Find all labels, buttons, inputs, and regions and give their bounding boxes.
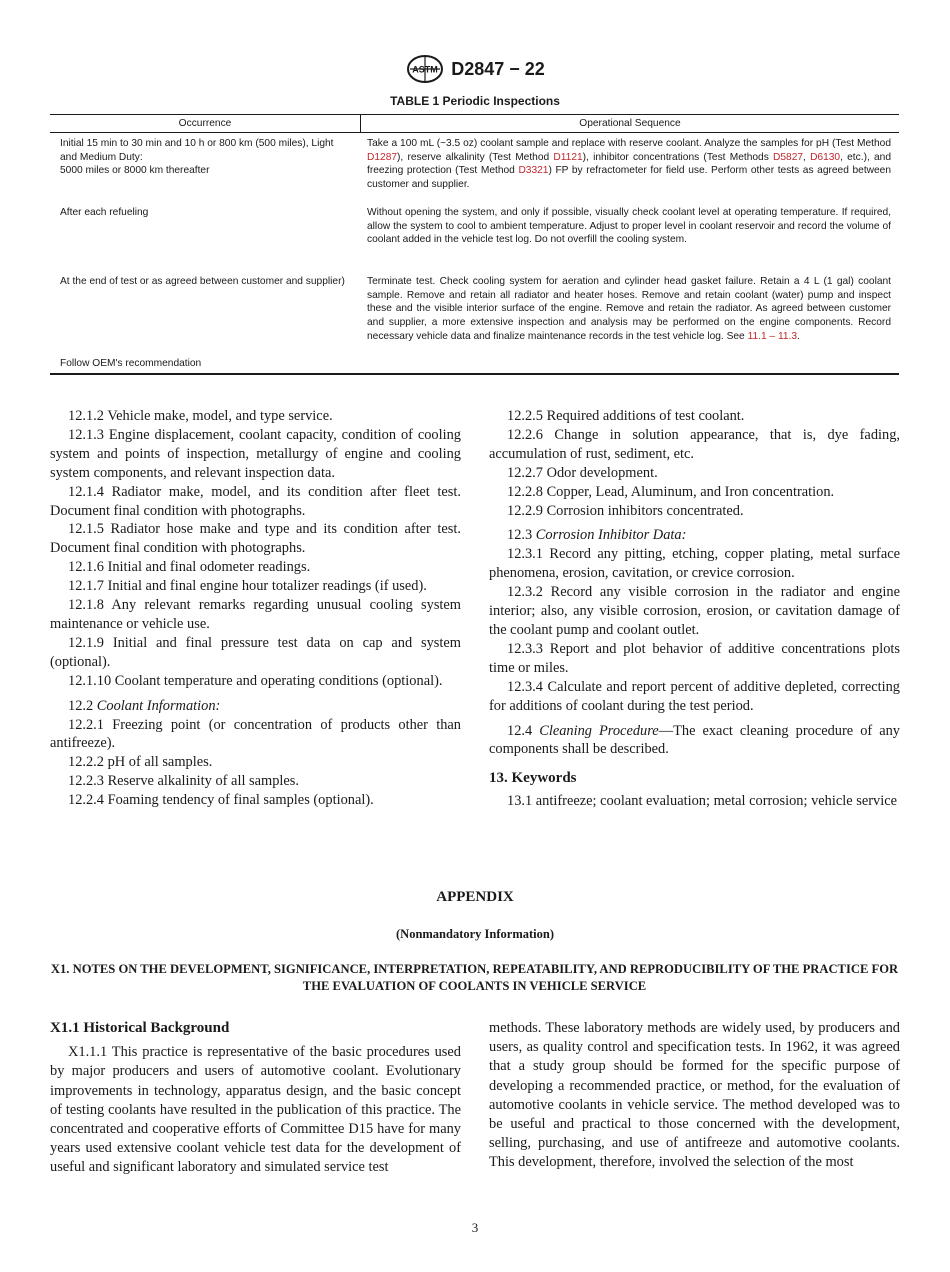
occurrence-cell: Follow OEM's recommendation — [60, 358, 202, 369]
occurrence-cell: Initial 15 min to 30 min and 10 h or 800 km (500 miles), Light and Medium Duty: 5000 miles or 8000 km thereafter — [60, 138, 334, 177]
paragraph-text: 12.2.8 Copper, Lead, Aluminum, and Iron concentration. — [507, 483, 835, 500]
paragraph — [489, 526, 900, 545]
x1-1-1-continued-paragraph: methods. These laboratory methods are widely used, by producers and users, as quality control and specification tests. In 1962, it was agreed that a study group should be formed for the specific purpose of developing a recommended practice, or method, for the evaluation of automotive coolants in vehicle service. The method developed was to be useful and practical to those concerned with the development, selling, purchasing, and use of antifreeze and automotive coolants. This development, therefore, involved the selection of the most — [489, 1020, 900, 1171]
paragraph — [50, 672, 461, 691]
test-method-reference-link[interactable]: D1121 — [553, 151, 583, 163]
paragraph-text: 12.1.4 Radiator make, model, and its condition after fleet test. Document final condition with photographs. — [50, 483, 461, 519]
appendix-right-column — [489, 1019, 900, 1173]
periodic-inspections-table — [50, 114, 899, 375]
paragraph — [489, 678, 900, 716]
table-title: TABLE 1 Periodic Inspections — [390, 94, 560, 108]
paragraph — [489, 426, 900, 464]
paragraph-text: 12.1.3 Engine displacement, coolant capacity, condition of cooling system and points of inspection, metallurgy of engine and cooling system components, and relevant inspection data. — [50, 426, 461, 481]
paragraph-text: 12.1.8 Any relevant remarks regarding unusual cooling system maintenance or vehicle use. — [50, 597, 461, 632]
x1-1-1-paragraph: X1.1.1 This practice is representative of the basic procedures used by major producers and users of automotive coolant. Evolutionary improvements in technology, apparatus design, and the basic concept of testing coolants have resulted in the publication of this practice. The concentrated and cooperative efforts of Committee D15 have for many years used extensive coolant vehicle test data for the development of useful and significant laboratory and simulated service test — [50, 1044, 461, 1176]
operation-text: , etc.), and freezing protection (Test Method — [367, 151, 891, 177]
operations-cell — [367, 275, 891, 344]
paragraph — [489, 640, 900, 678]
paragraph-text: 12.2.4 Foaming tendency of final samples (optional). — [68, 792, 374, 809]
logo-letters: ASTM — [412, 64, 438, 75]
operation-text: Take a 100 mL (~3.5 oz) coolant sample and replace with reserve coolant. Analyze the samples for pH (Test Method — [367, 138, 891, 149]
paragraph-text: 12.2.9 Corrosion inhibitors concentrated. — [507, 502, 744, 519]
paragraph-text: 12.1.6 Initial and final odometer readings. — [68, 559, 311, 576]
test-method-reference-link[interactable]: D5827 — [773, 151, 804, 163]
paragraph — [489, 545, 900, 583]
paragraph-text: 12.2.3 Reserve alkalinity of all samples. — [68, 773, 299, 790]
paragraph-text: —The exact cleaning procedure of any components shall be described. — [489, 722, 900, 758]
paragraph-text: 12.3.3 Report and plot behavior of additive concentrations plots time or miles. — [489, 640, 900, 676]
operation-text: , — [803, 151, 811, 163]
section-title: Coolant Information: — [96, 697, 221, 714]
paragraph — [50, 791, 461, 810]
operation-text: ), inhibitor concentrations (Test Methods — [582, 151, 773, 163]
section-heading: 13. Keywords — [489, 770, 577, 787]
paragraph — [50, 520, 461, 558]
x1-section-title: X1. NOTES ON THE DEVELOPMENT, SIGNIFICANCE, INTERPRETATION, REPEATABILITY, AND REPRODUCIBILITY OF THE PRACTICE FOR THE EVALUATION OF COOLANTS IN VEHICLE SERVICE — [50, 962, 899, 993]
document-header — [0, 52, 950, 86]
section-title: Cleaning Procedure — [539, 722, 659, 739]
paragraph — [50, 596, 461, 634]
left-text-column — [50, 407, 461, 810]
paragraph-text: 12.1.7 Initial and final engine hour totalizer readings (if used). — [68, 578, 427, 595]
paragraph-text: 12.2.5 Required additions of test coolant. — [507, 408, 745, 424]
section-number: 12.2 — [68, 697, 94, 714]
paragraph-text: 12.3.2 Record any visible corrosion in the radiator and engine interior; also, any visible corrosion, erosion, or cavitation damage of the coolant pump and coolant outlet. — [489, 584, 900, 638]
paragraph-text: 12.3.4 Calculate and report percent of additive depleted, correcting for additions of coolant during the test period. — [489, 678, 900, 714]
section-number: 12.3 — [507, 527, 533, 544]
paragraph — [489, 464, 900, 483]
paragraph-text: 12.2.1 Freezing point (or concentration of products other than antifreeze). — [50, 716, 461, 752]
operation-text: Without opening the system, and only if possible, visually check coolant level at operating temperature. If required, allow the system to cool to ambient temperature. Adjust to proper level in coolant reservoir and record the volume of coolant added in the vehicle test log. Do not overfill the cooling system. — [367, 207, 891, 246]
operation-text: ) FP by refractometer for field use. Perform other tests as agreed between customer and supplier. — [367, 165, 892, 191]
paragraph-text: 12.1.5 Radiator hose make and type and its condition after test. Document final condition with photographs. — [50, 521, 461, 557]
appendix-title: APPENDIX — [436, 889, 514, 905]
paragraph-text: 12.3.1 Record any pitting, etching, copper plating, metal surface phenomena, erosion, cavitation, or crevice corrosion. — [489, 546, 900, 582]
paragraph-text: 12.1.2 Vehicle make, model, and type service. — [68, 408, 333, 424]
operation-text: . — [797, 330, 800, 342]
paragraph — [489, 792, 900, 811]
appendix-left-column — [50, 1019, 461, 1178]
x1-1-heading: X1.1 Historical Background — [50, 1020, 230, 1036]
paragraph — [50, 426, 461, 483]
paragraph-text: 12.2.6 Change in solution appearance, that is, dye fading, accumulation of rust, sediment, etc. — [489, 426, 900, 462]
section-number: 12.4 — [507, 722, 533, 739]
astm-logo-icon — [405, 54, 445, 84]
column-header-occurrence: Occurrence — [50, 115, 361, 132]
test-method-reference-link[interactable]: D6130 — [810, 151, 841, 163]
paragraph — [50, 772, 461, 791]
paragraph — [489, 583, 900, 640]
table-header-row — [50, 115, 899, 133]
paragraph — [489, 483, 900, 502]
operations-cell — [367, 206, 891, 247]
operation-text: Terminate test. Check cooling system for aeration and cylinder head gasket failure. Retain a 4 L (1 gal) coolant sample. Remove and retain all radiator and heater hoses. Remove and retain coolant (water) pump and inspect these and the visible interior surface of the engine. Remove and retain the radiator. As agreed between customer and supplier, a more extensive inspection and analysis may be performed on the engine components. Record necessary vehicle data and finalize maintenance records in the test vehicle log. See — [367, 276, 891, 342]
paragraph — [489, 502, 900, 521]
paragraph — [489, 407, 900, 426]
paragraph-text: 12.1.9 Initial and final pressure test data on cap and system (optional). — [50, 634, 461, 670]
document-id: D2847 − 22 — [451, 58, 545, 79]
paragraph — [50, 634, 461, 672]
operation-text: ), reserve alkalinity (Test Method — [397, 151, 554, 163]
paragraph — [50, 753, 461, 772]
paragraph-text: 12.2.7 Odor development. — [507, 464, 658, 481]
occurrence-cell: After each refueling — [60, 207, 149, 218]
paragraph — [50, 558, 461, 577]
paragraph — [50, 716, 461, 754]
paragraph-text: 13.1 antifreeze; coolant evaluation; metal corrosion; vehicle service — [507, 793, 897, 810]
paragraph — [50, 577, 461, 596]
column-header-operational-sequence: Operational Sequence — [579, 118, 681, 129]
test-method-reference-link[interactable]: 11.1 – 11.3 — [747, 330, 798, 342]
occurrence-cell: At the end of test or as agreed between customer and supplier) — [60, 276, 345, 287]
paragraph — [50, 407, 461, 426]
right-text-column — [489, 407, 900, 811]
paragraph-text: 12.1.10 Coolant temperature and operating conditions (optional). — [68, 672, 443, 689]
operations-cell — [367, 137, 891, 192]
appendix-subtitle: (Nonmandatory Information) — [396, 927, 554, 941]
test-method-reference-link[interactable]: D1287 — [367, 151, 398, 163]
paragraph — [50, 483, 461, 521]
paragraph — [50, 697, 461, 716]
paragraph — [489, 722, 900, 760]
section-title: Corrosion Inhibitor Data: — [535, 527, 687, 544]
paragraph-text: 12.2.2 pH of all samples. — [68, 754, 213, 771]
page-number: 3 — [471, 1220, 479, 1235]
test-method-reference-link[interactable]: D3321 — [518, 165, 549, 177]
